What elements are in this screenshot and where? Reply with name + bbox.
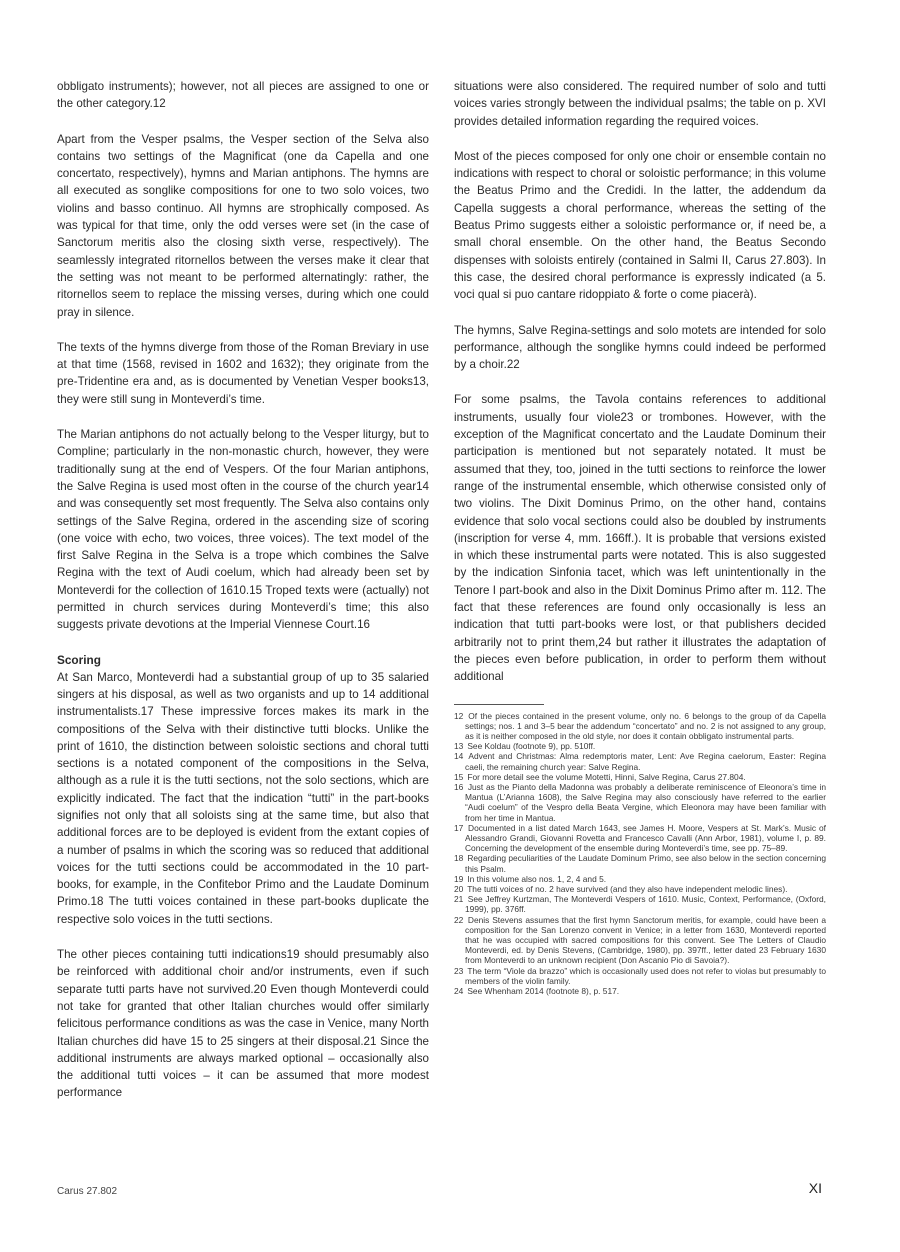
footnote-text: See Whenham 2014 (footnote 8), p. 517. — [467, 985, 620, 996]
footnote — [454, 772, 826, 782]
footnote-text: The term “Viole da brazzo” which is occasionally used does not refer to violas but presumably to members of the violin family. — [465, 965, 826, 986]
footnote-number: 19 — [454, 873, 464, 884]
footnote-list — [454, 711, 826, 997]
footer-catalog: Carus 27.802 — [57, 1186, 118, 1197]
footnote — [454, 884, 826, 894]
left-column — [57, 78, 429, 1120]
footnote — [454, 915, 826, 966]
paragraph: For some psalms, the Tavola contains references to additional instruments, usually four viole23 or trombones. However, with the exception of the Magnificat concertato and the Laudate Dominum their participation is mentioned but not separately notated. It must be assumed that they, too, joined in the tutti sections to reinforce the lower range of the instrumental ensemble, which otherwise consisted only of two violins. The Dixit Dominus Primo, on the other hand, contains evidence that solo vocal sections could also be doubled by instruments (inscription for verse 4, mm. 166ff.). It is probable that versions existed in which these instrumental parts were notated. This is also suggested by the indication Sinfonia tacet, which was left unintentionally in the Tenore I part-book and also in the Dixit Dominus Primo after m. 112. The fact that these references are found only occasionally is less an indication that tutti part-books were lost, or that publishers decided arbitrarily not to print them,24 but rather it illustrates the adaptation of the pieces even before publication, in order to perform them without additional — [454, 393, 826, 684]
paragraph: The hymns, Salve Regina-settings and solo motets are intended for solo performance, although the songlike hymns could indeed be performed by a choir.22 — [454, 323, 826, 372]
footnote-text: Just as the Pianto della Madonna was probably a deliberate reminiscence of Eleonora’s time in Mantua (L’Arianna 1608), the Salve Regina may also consciously have referred to the earlier “Audi coelum” of the Vespro della Beata Vergine, which Eleonora may have been familiar with from her time in Mantua. — [465, 781, 827, 823]
footnote — [454, 711, 826, 742]
footnote-text: Documented in a list dated March 1643, see James H. Moore, Vespers at St. Mark’s. Music of Alessandro Grandi, Giovanni Rovetta and Francesco Cavalli (Ann Arbor, 1981), volume I, p. 89. Concerning the development of the ensemble during Monteverdi’s time, see pp. 75–89. — [465, 822, 826, 854]
footnote-text: Regarding peculiarities of the Laudate Dominum Primo, see also below in the section concerning this Psalm. — [465, 853, 826, 874]
footnote — [454, 751, 826, 771]
paragraph: The other pieces containing tutti indications19 should presumably also be reinforced with additional choir and/or instruments, even if such separate tutti parts have not survived.20 Even though Monteverdi could not take for granted that other Italian churches would offer similarly felicitous performance conditions as was the case in Venice, many North Italian churches did have 15 to 25 singers at their disposal.21 Since the additional instruments are always marked optional – occasionally also the additional tutti voices – it can be assumed that more modest performance — [57, 948, 429, 1100]
footnote-number: 18 — [454, 853, 464, 864]
page-number: XI — [808, 1180, 822, 1196]
footnote-number: 16 — [454, 781, 464, 792]
footnote-number: 23 — [454, 965, 464, 976]
footnote — [454, 986, 826, 996]
paragraph: At San Marco, Monteverdi had a substantial group of up to 35 salaried singers at his disposal, as well as two organists and up to 14 additional instrumentalists.17 These impressive forces makes its mark in the compositions of the Selva with their distinctive tutti blocks. Unlike the print of 1610, the distinction between soloistic sections and choral tutti sections is a notated component of the compositions in the Selva, although as a rule it is the tutti sections, not the solo sections, which are explicitly indicated. The fact that the indication “tutti” in the part-books signifies not only that all soloists sing at the same time, but also that additional forces are to be deployed is evident from the extant copies of a number of psalms in which the scoring was so reduced that additional voices for the tutti sections could be accommodated in the 10 part-books, for example, in the Confitebor Primo and the Laudate Dominum Primo.18 The tutti voices contained in these part-books duplicate the respective solo voices in the tutti sections. — [57, 670, 429, 926]
footnote-number: 20 — [454, 883, 464, 894]
footnote-number: 15 — [454, 771, 464, 782]
paragraph: Apart from the Vesper psalms, the Vesper section of the Selva also contains two settings of the Magnificat (one da Capella and one concertato, respectively), hymns and Marian antiphons. The hymns are all executed as songlike compositions for one to two solo voices, two violins and basso continuo. All hymns are strophically composed. As was typical for that time, only the odd verses were set (in the case of Sanctorum meritis also the closing sixth verse, respectively). The seamlessly integrated ritornellos between the verses make it clear that the setting was not meant to be performed alternatingly: rather, the ritornellos seem to replace the missing verses, during which one could pray in silence. — [57, 132, 429, 319]
footnote-text: Of the pieces contained in the present volume, only no. 6 belongs to the group of da Capella settings; nos. 1 and 3–5 bear the addendum “concertato” and no. 2 is not assigned to any group, as it is neither composed in the old style, nor does it contain obbligato instrumental parts. — [465, 710, 827, 741]
paragraph: situations were also considered. The required number of solo and tutti voices varies strongly between the individual psalms; the table on p. XVI provides detailed information regarding the required voices. — [454, 80, 826, 128]
footnote-number: 24 — [454, 985, 464, 996]
footnote-number: 13 — [454, 741, 464, 752]
footnote — [454, 874, 826, 884]
footnote-text: Advent and Christmas: Alma redemptoris mater, Lent: Ave Regina caelorum, Easter: Regina caeli, the remaining church year: Salve Regina. — [465, 751, 826, 772]
footnote-number: 14 — [454, 751, 464, 762]
footnote-text: In this volume also nos. 1, 2, 4 and 5. — [467, 873, 607, 884]
footnotes — [454, 704, 826, 997]
right-column — [454, 78, 826, 996]
paragraph: Most of the pieces composed for only one choir or ensemble contain no indications with respect to choral or soloistic performance; in this volume the Beatus Primo and the Credidi. In the latter, the addendum da Capella suggests a choral performance, whereas the setting of the Beatus Primo suggests either a soloistic performance or, if need be, a small choral ensemble. On the other hand, the Beatus Secondo dispenses with soloists entirely (contained in Salmi II, Carus 27.803). In this case, the desired choral performance is expressly indicated (a 5. voci qual si puo cantare ridoppiato & forte o come piacerà). — [454, 149, 826, 302]
paragraph: The Marian antiphons do not actually belong to the Vesper liturgy, but to Compline; particularly in the non-monastic church, however, they were traditionally sung at the end of Vespers. Of the four Marian antiphons, the Salve Regina is used most often in the course of the church year14 and was consequently set most frequently. The Selva also contains only settings of the Salve Regina, ordered in the ascending size of scoring (one voice with echo, two voices, three voices). The text model of the first Salve Regina in the Selva is a trope which combines the Salve Regina with the text of Audi coelum, which had already been set by Monteverdi for the collection of 1610.15 Troped texts were (actually) not permitted in church services during Monteverdi’s time; this also suggests private devotions at the Imperial Viennese Court.16 — [57, 428, 429, 632]
footnote — [454, 782, 826, 823]
footnote-text: For more detail see the volume Motetti, Hinni, Salve Regina, Carus 27.804. — [467, 771, 746, 782]
footnote-number: 21 — [454, 894, 464, 905]
paragraph: The texts of the hymns diverge from those of the Roman Breviary in use at that time (1568, revised in 1602 and 1632); they originate from the pre-Tridentine era and, as is documented by Venetian Vesper books13, they were still sung in Monteverdi’s time. — [57, 340, 429, 406]
paragraph: obbligato instruments); however, not all pieces are assigned to one or the other category.12 — [57, 80, 429, 111]
footnote-divider — [454, 704, 544, 705]
footnote — [454, 853, 826, 873]
footnote — [454, 823, 826, 854]
footnote-text: See Jeffrey Kurtzman, The Monteverdi Vespers of 1610. Music, Context, Performance, (Oxford, 1999), pp. 376ff. — [465, 894, 826, 915]
footnote — [454, 741, 826, 751]
footnote-number: 17 — [454, 822, 464, 833]
footnote-text: The tutti voices of no. 2 have survived (and they also have independent melodic lines). — [467, 883, 788, 894]
footnote-text: Denis Stevens assumes that the first hymn Sanctorum meritis, for example, could have been a composition for the San Lorenzo convent in Venice; in a letter from 1630, Monteverdi reported that he was occupied with sacred compositions for this convent. See The Letters of Claudio Monteverdi, ed. by Denis Stevens, (Cambridge, 1980), pp. 397ff., letter dated 23 February 1630 from Monteverdi to an unknown recipient (Don Ascanio Pio di Savoia?). — [465, 914, 826, 966]
footnote-text: See Koldau (footnote 9), pp. 510ff. — [467, 741, 596, 752]
footnote — [454, 894, 826, 914]
section-heading: Scoring — [57, 652, 101, 667]
footnote-number: 12 — [454, 710, 464, 721]
footnote — [454, 966, 826, 986]
footnote-number: 22 — [454, 914, 464, 925]
